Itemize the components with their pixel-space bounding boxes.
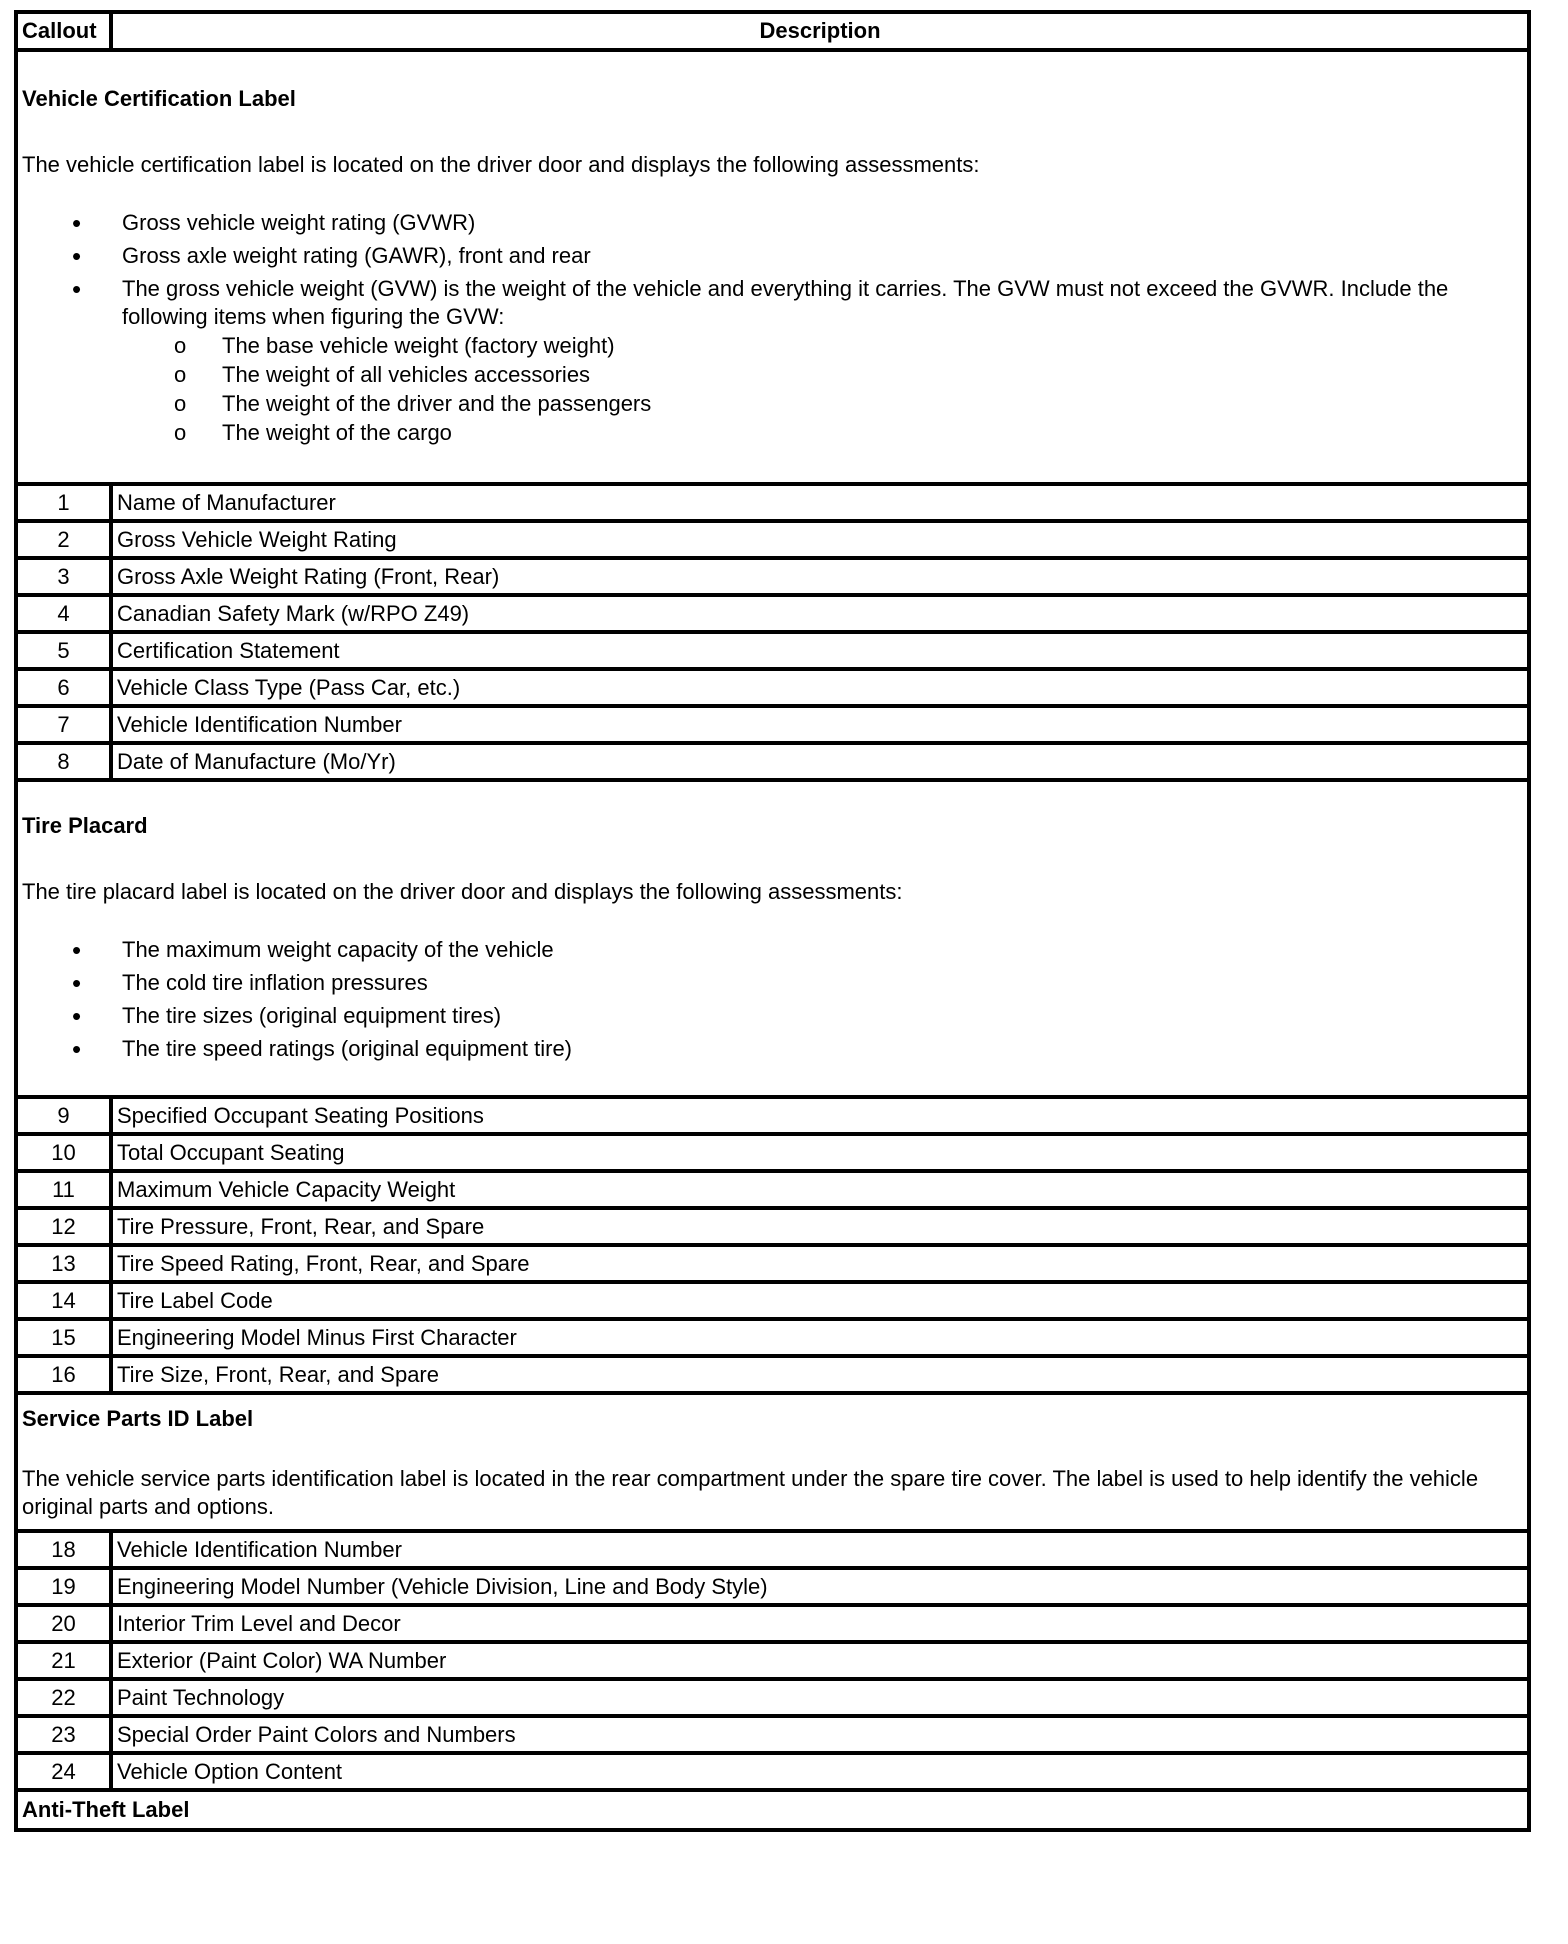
callout-number: 10 bbox=[16, 1134, 111, 1171]
callout-number: 9 bbox=[16, 1097, 111, 1134]
bullet-item: • Gross axle weight rating (GAWR), front and rear bbox=[22, 242, 1523, 270]
section-anti-theft bbox=[16, 1790, 1529, 1830]
callout-description: Vehicle Identification Number bbox=[111, 1531, 1529, 1568]
sub-bullet-item: o The weight of the driver and the passengers bbox=[122, 389, 1523, 418]
table-row bbox=[16, 1208, 1529, 1245]
callout-number: 11 bbox=[16, 1171, 111, 1208]
callout-description: Interior Trim Level and Decor bbox=[111, 1605, 1529, 1642]
sub-bullet-item: o The weight of the cargo bbox=[122, 418, 1523, 447]
bullet-list bbox=[22, 209, 1523, 447]
bullet-list bbox=[22, 936, 1523, 1063]
table-row bbox=[16, 1282, 1529, 1319]
table-row bbox=[16, 1531, 1529, 1568]
callout-number: 4 bbox=[16, 595, 111, 632]
section-service-parts bbox=[16, 1393, 1529, 1531]
callout-description: Tire Speed Rating, Front, Rear, and Spare bbox=[111, 1245, 1529, 1282]
bullet-item: • Gross vehicle weight rating (GVWR) bbox=[22, 209, 1523, 237]
callout-description: Specified Occupant Seating Positions bbox=[111, 1097, 1529, 1134]
section-cell bbox=[16, 780, 1529, 1097]
bullet-text: The gross vehicle weight (GVW) is the weight of the vehicle and everything it carries. The GVW must not exceed the GVWR. Include the following items when figuring the GVW: bbox=[122, 275, 1449, 329]
callout-number: 22 bbox=[16, 1679, 111, 1716]
section-title: Service Parts ID Label bbox=[22, 1406, 254, 1431]
sub-bullet-list bbox=[122, 331, 1523, 447]
callout-description: Total Occupant Seating bbox=[111, 1134, 1529, 1171]
callout-number: 8 bbox=[16, 743, 111, 780]
callout-description: Vehicle Class Type (Pass Car, etc.) bbox=[111, 669, 1529, 706]
callout-table bbox=[14, 10, 1531, 1832]
callout-description: Tire Size, Front, Rear, and Spare bbox=[111, 1356, 1529, 1393]
bullet-item: • The tire sizes (original equipment tires) bbox=[22, 1002, 1523, 1030]
table-header-row bbox=[16, 12, 1529, 50]
callout-description: Vehicle Identification Number bbox=[111, 706, 1529, 743]
table-row bbox=[16, 1319, 1529, 1356]
callout-number: 13 bbox=[16, 1245, 111, 1282]
callout-description: Engineering Model Number (Vehicle Division, Line and Body Style) bbox=[111, 1568, 1529, 1605]
section-title: Anti-Theft Label bbox=[22, 1797, 190, 1822]
table-row bbox=[16, 1642, 1529, 1679]
table-row bbox=[16, 1245, 1529, 1282]
bullet-item: • The tire speed ratings (original equipment tire) bbox=[22, 1035, 1523, 1063]
table-row bbox=[16, 1679, 1529, 1716]
section-cell bbox=[16, 50, 1529, 484]
sub-bullet-item: o The base vehicle weight (factory weight) bbox=[122, 331, 1523, 360]
table-row bbox=[16, 1605, 1529, 1642]
table-row bbox=[16, 632, 1529, 669]
callout-description: Tire Pressure, Front, Rear, and Spare bbox=[111, 1208, 1529, 1245]
callout-description: Gross Axle Weight Rating (Front, Rear) bbox=[111, 558, 1529, 595]
callout-description: Gross Vehicle Weight Rating bbox=[111, 521, 1529, 558]
section-intro: The vehicle certification label is located on the driver door and displays the following assessments: bbox=[22, 151, 980, 177]
table-row bbox=[16, 558, 1529, 595]
callout-description: Tire Label Code bbox=[111, 1282, 1529, 1319]
callout-number: 12 bbox=[16, 1208, 111, 1245]
callout-column-header: Callout bbox=[16, 12, 111, 50]
table-row bbox=[16, 1097, 1529, 1134]
section-title: Vehicle Certification Label bbox=[22, 85, 296, 111]
section-cell bbox=[16, 1393, 1529, 1531]
callout-number: 14 bbox=[16, 1282, 111, 1319]
callout-description: Paint Technology bbox=[111, 1679, 1529, 1716]
table-row bbox=[16, 706, 1529, 743]
callout-number: 7 bbox=[16, 706, 111, 743]
section-title: Tire Placard bbox=[22, 812, 148, 838]
table-row bbox=[16, 743, 1529, 780]
callout-number: 21 bbox=[16, 1642, 111, 1679]
callout-description: Canadian Safety Mark (w/RPO Z49) bbox=[111, 595, 1529, 632]
callout-number: 1 bbox=[16, 484, 111, 521]
table-row bbox=[16, 484, 1529, 521]
callout-number: 20 bbox=[16, 1605, 111, 1642]
bullet-item: • The maximum weight capacity of the vehicle bbox=[22, 936, 1523, 964]
callout-description: Engineering Model Minus First Character bbox=[111, 1319, 1529, 1356]
table-row bbox=[16, 1753, 1529, 1790]
table-row bbox=[16, 669, 1529, 706]
callout-description: Exterior (Paint Color) WA Number bbox=[111, 1642, 1529, 1679]
callout-number: 16 bbox=[16, 1356, 111, 1393]
table-row bbox=[16, 1134, 1529, 1171]
callout-description: Maximum Vehicle Capacity Weight bbox=[111, 1171, 1529, 1208]
callout-description: Vehicle Option Content bbox=[111, 1753, 1529, 1790]
table-row bbox=[16, 595, 1529, 632]
sub-bullet-item: o The weight of all vehicles accessories bbox=[122, 360, 1523, 389]
table-row bbox=[16, 1171, 1529, 1208]
table-row bbox=[16, 1356, 1529, 1393]
section-intro: The tire placard label is located on the driver door and displays the following assessments: bbox=[22, 878, 903, 904]
callout-description: Name of Manufacturer bbox=[111, 484, 1529, 521]
bullet-item bbox=[22, 275, 1523, 447]
callout-number: 24 bbox=[16, 1753, 111, 1790]
callout-number: 23 bbox=[16, 1716, 111, 1753]
callout-number: 2 bbox=[16, 521, 111, 558]
section-cell bbox=[16, 1790, 1529, 1830]
callout-description: Certification Statement bbox=[111, 632, 1529, 669]
callout-number: 18 bbox=[16, 1531, 111, 1568]
callout-number: 6 bbox=[16, 669, 111, 706]
table-row bbox=[16, 521, 1529, 558]
section-tire-placard bbox=[16, 780, 1529, 1097]
section-intro: The vehicle service parts identification label is located in the rear compartment under the spare tire cover. The label is used to help identify the vehicle original parts and options. bbox=[22, 1466, 1479, 1519]
callout-number: 3 bbox=[16, 558, 111, 595]
table-row bbox=[16, 1716, 1529, 1753]
callout-description: Special Order Paint Colors and Numbers bbox=[111, 1716, 1529, 1753]
description-column-header: Description bbox=[111, 12, 1529, 50]
table-row bbox=[16, 1568, 1529, 1605]
callout-number: 5 bbox=[16, 632, 111, 669]
bullet-item: • The cold tire inflation pressures bbox=[22, 969, 1523, 997]
callout-description: Date of Manufacture (Mo/Yr) bbox=[111, 743, 1529, 780]
callout-number: 19 bbox=[16, 1568, 111, 1605]
callout-number: 15 bbox=[16, 1319, 111, 1356]
section-vehicle-certification bbox=[16, 50, 1529, 484]
